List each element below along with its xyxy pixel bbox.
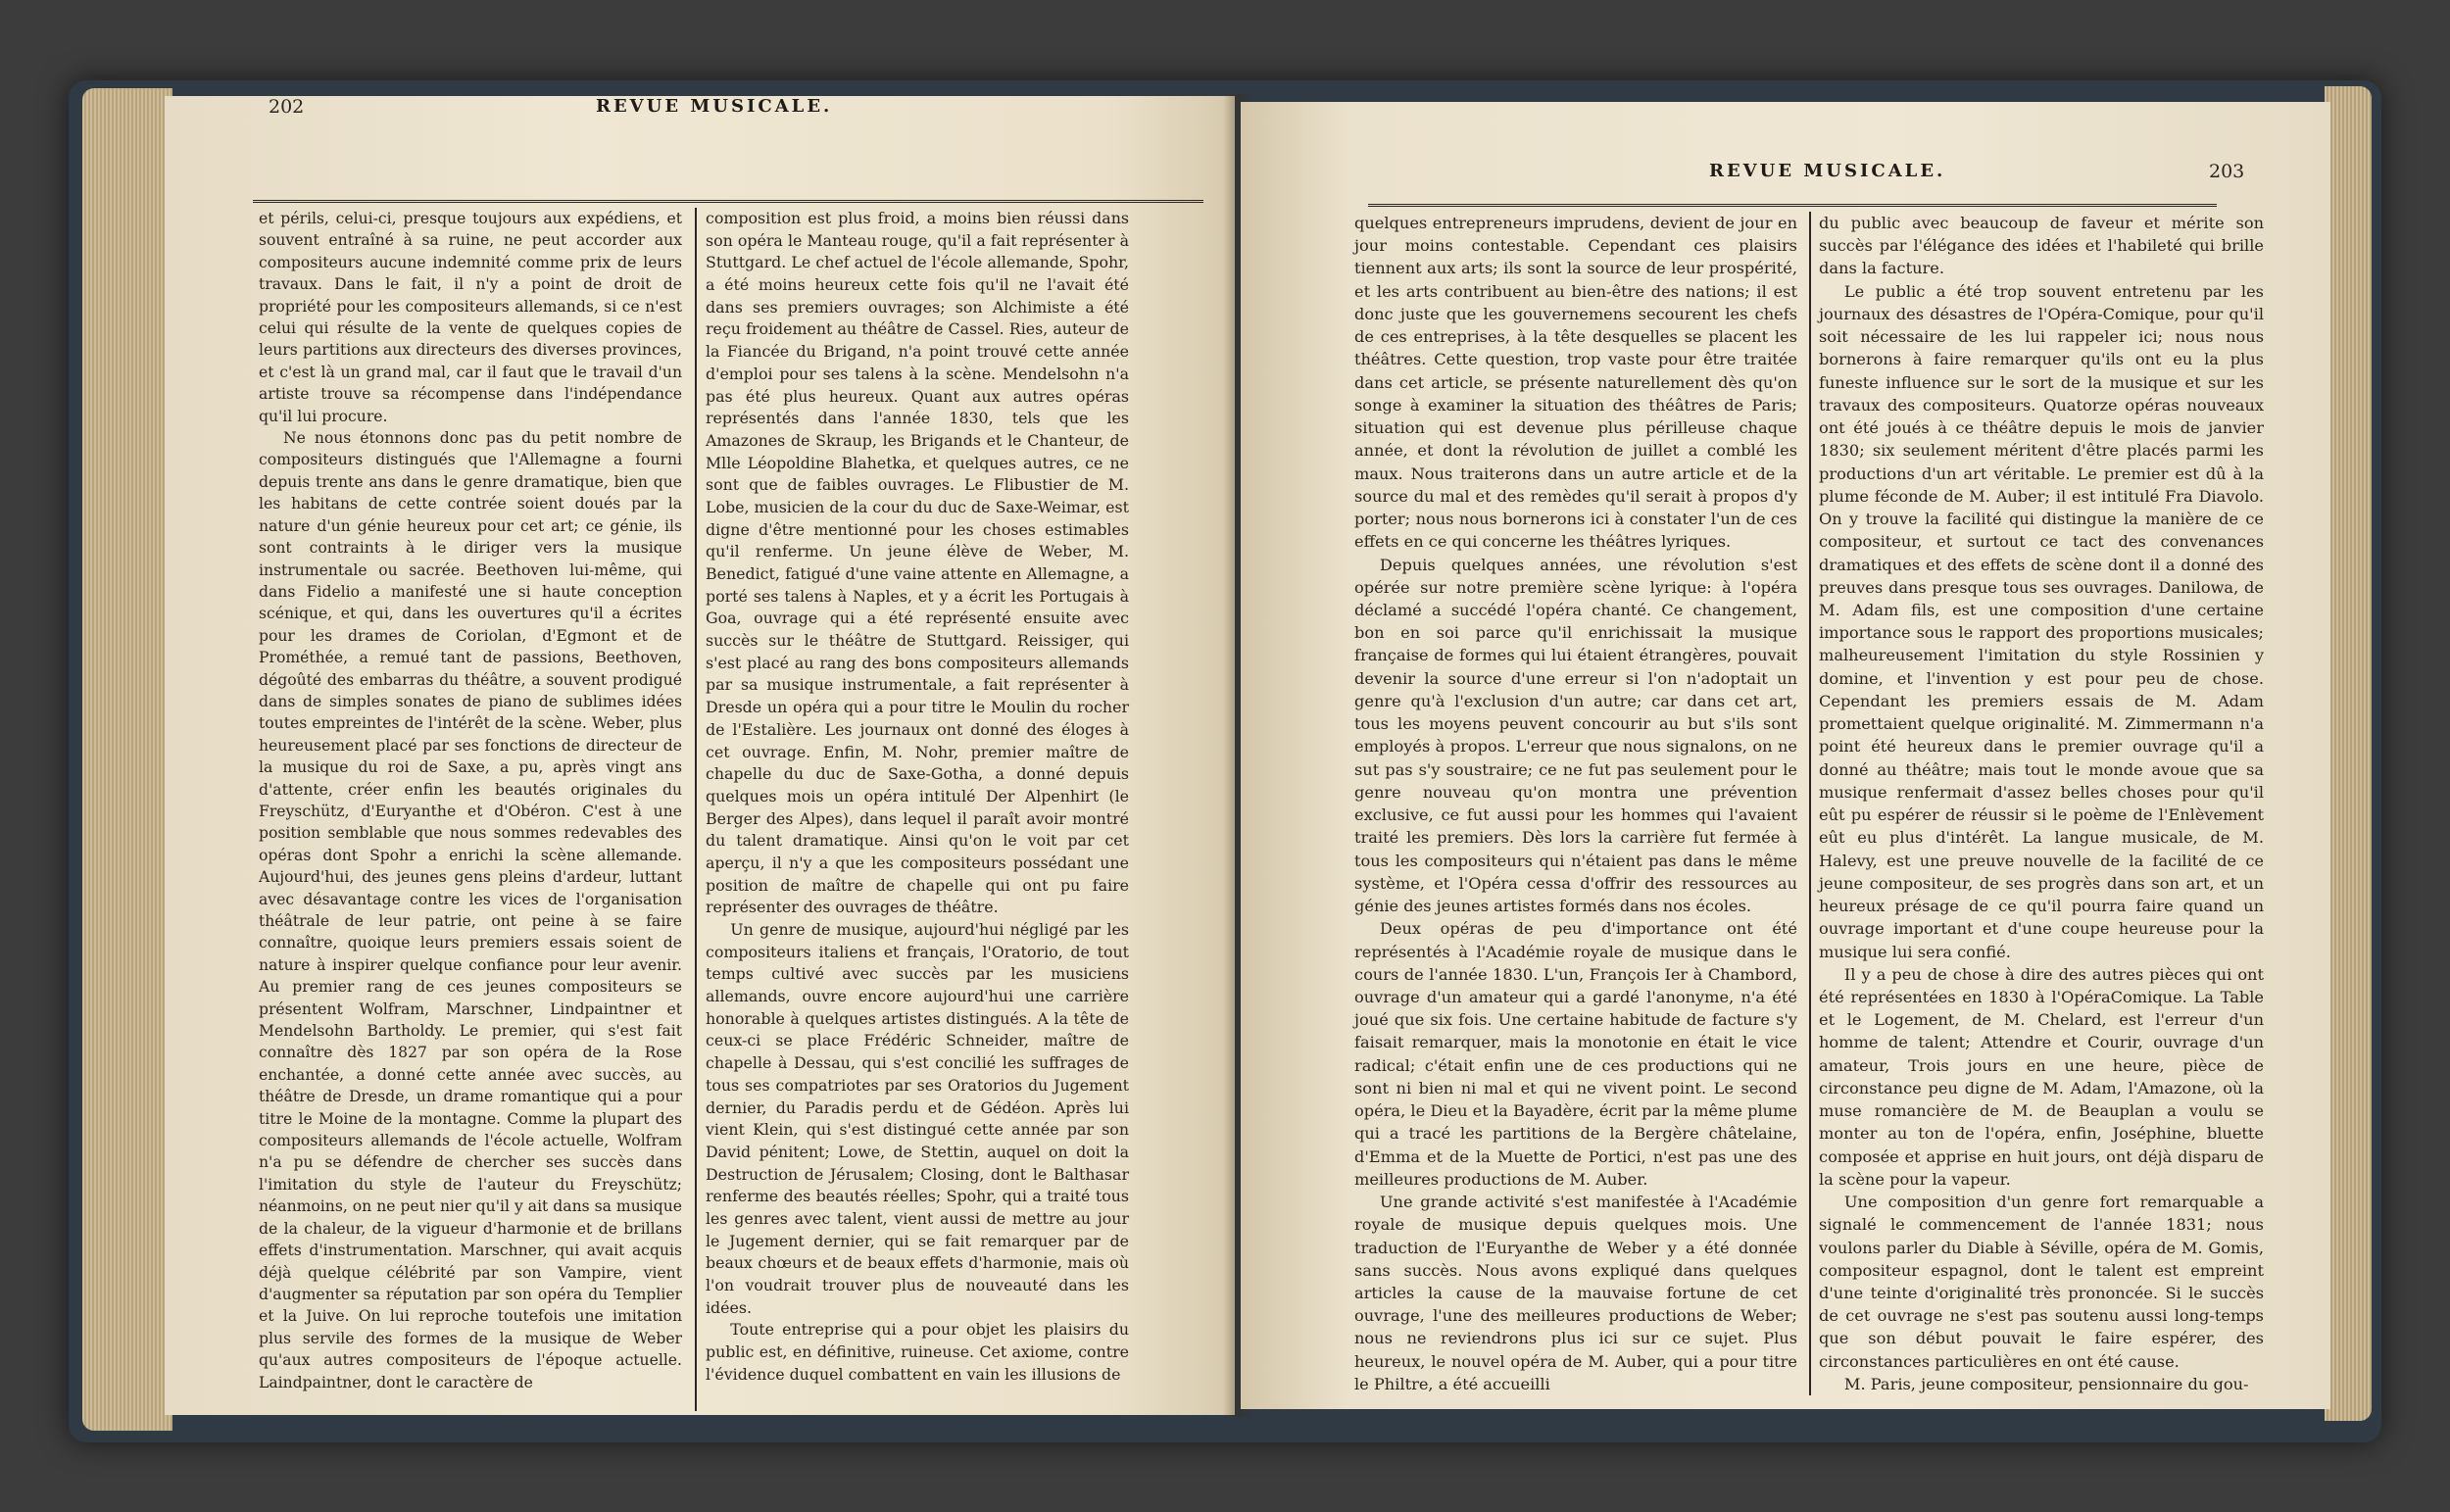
column-rule	[1809, 212, 1811, 1395]
column-rule	[695, 208, 697, 1411]
page-number: 203	[2209, 161, 2245, 182]
text-column-1	[259, 208, 682, 1393]
header-rule	[253, 200, 1203, 203]
paragraph: Il y a peu de chose à dire des autres pièces qui ont été représentées en 1830 à l'OpéraComique. La Table et le Logement, de M. Chelard, est l'erreur d'un homme de talent; Attendre et Courir, ouvrage d'un amateur, Trois jours en une heure, pièce de circonstance peu digne de M. Adam, l'Amazone, où la muse romancière de M. de Beauplan a voulu se monter au ton de l'opéra, enfin, Joséphine, bluette composée et apprise en huit jours, ont déjà disparu de la scène pour la vapeur.	[1819, 964, 2264, 1189]
left-page	[165, 96, 1235, 1415]
paragraph: Deux opéras de peu d'importance ont été représentés à l'Académie royale de musique dans le cours de l'année 1830. L'un, François Ier à Chambord, ouvrage d'un amateur qui a gardé l'anonyme, n'a été joué que six fois. Une certaine habitude de facture s'y faisait remarquer, mais la monotonie en était le vice radical; c'était enfin une de ces productions qui ne sont ni bien ni mal et qui ne vivent point. Le second opéra, le Dieu et la Bayadère, écrit par la même plume qui a tracé les partitions de la Bergère châtelaine, d'Emma et de la Muette de Portici, n'est pas une des meilleures productions de M. Auber.	[1354, 919, 1797, 1189]
page-edges-left	[82, 88, 172, 1431]
paragraph: du public avec beaucoup de faveur et mérite son succès par l'élégance des idées et l'habileté qui brille dans la facture.	[1819, 214, 2264, 278]
page-number: 202	[269, 96, 305, 118]
page-edges-right	[2325, 86, 2372, 1421]
paragraph: Le public a été trop souvent entretenu par les journaux des désastres de l'Opéra-Comique, pour qu'il soit nécessaire de les lui rappeler ici; nous nous bornerons à faire remarquer qu'ils ont eu la plus funeste influence sur le sort de la musique et sur les travaux des compositeurs. Quatorze opéras nouveaux ont été joués à ce théâtre depuis le mois de janvier 1830; six seulement méritent d'être placés parmi les productions d'un art véritable. Le premier est dû à la plume féconde de M. Auber; il est intitulé Fra Diavolo. On y trouve la facilité qui distingue la manière de ce compositeur, et surtout ce tact des convenances dramatiques et des effets de scène dont il a donné des preuves dans presque tous ses ouvrages. Danilowa, de M. Adam fils, est une composition d'une certaine importance sous le rapport des proportions musicales; malheureusement l'imitation du style Rossinien y domine, et l'invention y est pour peu de chose. Cependant les premiers essais de M. Adam promettaient quelque originalité. M. Zimmermann n'a point été heureux dans le premier ouvrage qu'il a donné au théâtre; mais tout le monde avoue que sa musique renfermait d'assez belles choses pour qu'il eût pu espérer de réussir si le poème de l'Enlèvement eût eu plus d'intérêt. La langue musicale, de M. Halevy, est une preuve nouvelle de la facilité de ce jeune compositeur, de ses progrès dans son art, et un heureux présage de ce qu'il pourra faire quand un ouvrage important et d'une coupe heureuse pour la musique lui sera confié.	[1819, 281, 2264, 961]
paragraph: Depuis quelques années, une révolution s'est opérée sur notre première scène lyrique: à l'opéra déclamé a succédé l'opéra chanté. Ce changement, bon en soi parce qu'il enrichissait la musique française de formes qui lui étaient étrangères, pouvait devenir la source d'une erreur si l'on n'adoptait un genre qu'à l'exclusion d'un autre; car dans cet art, tous les moyens peuvent concourir au but s'ils sont employés à propos. L'erreur que nous signalons, on ne sut pas s'y soustraire; ce ne fut pas seulement pour le genre nouveau qu'on montra une prévention exclusive, ce fut aussi pour les hommes qui l'avaient traité les premiers. Dès lors la carrière fut fermée à tous les compositeurs qui n'étaient pas dans le même système, et l'Opéra cessa d'offrir des ressources au génie des jeunes artistes formés dans nos écoles.	[1354, 555, 1797, 916]
paragraph: quelques entrepreneurs imprudens, devient de jour en jour moins contestable. Cependant ces plaisirs tiennent aux arts; ils sont la source de leur prospérité, et les arts contribuent au bien-être des nations; il est donc juste que les gouvernemens secourent les chefs de ces entreprises, à la tête desquelles se placent les théâtres. Cette question, trop vaste pour être traitée dans cet article, se présente naturellement dès qu'on songe à examiner la situation des théâtres de Paris; situation qui est devenue plus périlleuse chaque année, et dont la révolution de juillet a comblé les maux. Nous traiterons dans un autre article et de la source du mal et des remèdes qu'il serait à propos d'y porter; nous nous bornerons ici à constater l'un de ces effets en ce qui concerne les théâtres lyriques.	[1354, 214, 1797, 552]
paragraph: Une composition d'un genre fort remarquable a signalé le commencement de l'année 1831; nous voulons parler du Diable à Séville, opéra de M. Gomis, compositeur espagnol, dont le talent est empreint d'une teinte d'originalité très prononcée. Si le succès de cet ouvrage ne s'est pas soutenu aussi long-temps que son début pouvait le faire espérer, des circonstances particulières en ont été cause.	[1819, 1193, 2264, 1371]
running-head: REVUE MUSICALE.	[1709, 161, 1946, 181]
paragraph: M. Paris, jeune compositeur, pensionnaire du gou-	[1843, 1374, 2249, 1393]
paragraph: et périls, celui-ci, presque toujours aux expédiens, et souvent entraîné à sa ruine, ne peut accorder aux compositeurs aucune indemnité comme prix de leurs travaux. Dans le fait, il n'y a point de droit de propriété pour les compositeurs allemands, si ce n'est celui qui résulte de la vente de quelques copies de leurs partitions aux directeurs des diverses provinces, et c'est là un grand mal, car il faut que le travail d'un artiste trouve sa récompense dans l'indépendance qu'il lui procure.	[259, 210, 682, 425]
text-column-2	[706, 208, 1129, 1386]
paragraph: Toute entreprise qui a pour objet les plaisirs du public est, en définitive, ruineuse. Cet axiome, contre l'évidence duquel combattent en vain les illusions de	[706, 1320, 1129, 1384]
paragraph: Une grande activité s'est manifestée à l'Académie royale de musique depuis quelques mois. Une traduction de l'Euryanthe de Weber y a été donnée sans succès. Nous avons expliqué dans quelques articles la cause de la mauvaise fortune de cet ouvrage, l'une des meilleures productions de Weber; nous ne reviendrons plus ici sur ce sujet. Plus heureux, le nouvel opéra de M. Auber, qui a pour titre le Philtre, a été accueilli	[1354, 1193, 1797, 1393]
paragraph: Un genre de musique, aujourd'hui négligé par les compositeurs italiens et français, l'Oratorio, de tout temps cultivé avec succès par les musiciens allemands, ouvre encore aujourd'hui une carrière honorable à quelques artistes distingués. A la tête de ceux-ci se place Frédéric Schneider, maître de chapelle à Dessau, qui s'est concilié les suffrages de tous ses compatriotes par ses Oratorios du Jugement dernier, du Paradis perdu et de Gédéon. Après lui vient Klein, qui s'est distingué cette année par son David pénitent; Lowe, de Stettin, auquel on doit la Destruction de Jérusalem; Closing, dont le Balthasar renferme des beautés réelles; Spohr, qui a traité tous les genres avec talent, vient aussi de mettre au jour le Jugement dernier, qui se fait remarquer par de beaux chœurs et de beaux effets d'harmonie, mais où l'on voudrait trouver plus de nouveauté dans les idées.	[706, 920, 1129, 1317]
paragraph: composition est plus froid, a moins bien réussi dans son opéra le Manteau rouge, qu'il a fait représenter à Stuttgard. Le chef actuel de l'école allemande, Spohr, a été moins heureux cette fois qu'il ne l'avait été dans ses premiers ouvrages; son Alchimiste a été reçu froidement au théâtre de Cassel. Ries, auteur de la Fiancée du Brigand, n'a point trouvé cette année d'emploi pour ses talens à la scène. Mendelsohn n'a pas été plus heureux. Quant aux autres opéras représentés dans l'année 1830, tels que les Amazones de Skraup, les Brigands et le Chanteur, de Mlle Léopoldine Blahetka, et quelques autres, ce ne sont que de faibles ouvrages. Le Flibustier de M. Lobe, musicien de la cour du duc de Saxe-Weimar, est digne d'être mentionné pour les choses estimables qu'il renferme. Un jeune élève de Weber, M. Benedict, fatigué d'une vaine attente en Allemagne, a porté ses talens à Naples, et y a écrit les Portugais à Goa, ouvrage qui a été représenté ensuite avec succès sur le théâtre de Stuttgard. Reissiger, qui s'est placé au rang des bons compositeurs allemands par sa musique instrumentale, a fait représenter à Dresde un opéra qui a pour titre le Moulin du rocher de l'Estalière. Les journaux ont donné des éloges à cet ouvrage. Enfin, M. Nohr, premier maître de chapelle du duc de Saxe-Gotha, a donné depuis quelques mois un opéra intitulé Der Alpenhirt (le Berger des Alpes), dans lequel il paraît avoir montré du talent dramatique. Ainsi qu'on le voit par cet aperçu, il n'y a que les compositeurs possédant une position de maître de chapelle qui ont pu faire représenter des ouvrages de théâtre.	[706, 209, 1129, 917]
header-rule	[1368, 204, 2217, 207]
paragraph: Ne nous étonnons donc pas du petit nombre de compositeurs distingués que l'Allemagne a fourni depuis trente ans dans le genre dramatique, bien que les habitans de cette contrée soient doués par la nature d'un génie heureux pour cet art; ce génie, ils sont contraints à le diriger vers la musique instrumentale ou sacrée. Beethoven lui-même, qui dans Fidelio a manifesté une si haute conception scénique, et qui, dans les ouvertures qu'il a écrites pour les drames de Coriolan, d'Egmont et de Prométhée, a remué tant de passions, Beethoven, dégoûté des embarras du théâtre, a souvent prodigué dans de simples sonates de piano de sublimes idées toutes empreintes de l'intérêt de la scène. Weber, plus heureusement placé par ses fonctions de directeur de la musique du roi de Saxe, a pu, après vingt ans d'attente, créer enfin les beautés originales du Freyschütz, d'Euryanthe et d'Obéron. C'est à une position semblable que nous sommes redevables des opéras dont Spohr a enrichi la scène allemande. Aujourd'hui, des jeunes gens pleins d'ardeur, luttant avec désavantage contre les vices de l'organisation théâtrale de leur patrie, ont peine à se faire connaître, quoique leurs premiers essais soient de nature à inspirer quelque confiance pour leur avenir. Au premier rang de ces jeunes compositeurs se présentent Wolfram, Marschner, Lindpaintner et Mendelsohn Bartholdy. Le premier, qui s'est fait connaître dès 1827 par son opéra de la Rose enchantée, a donné cette année avec succès, au théâtre de Dresde, un drame romantique qui a pour titre le Moine de la montagne. Comme la plupart des compositeurs allemands de l'école actuelle, Wolfram n'a pu se défendre de chercher ses succès dans l'imitation du style de l'auteur du Freyschütz; néanmoins, on ne peut nier qu'il y ait dans sa musique de la chaleur, de la vigueur d'harmonie et de brillans effets d'instrumentation. Marschner, qui avait acquis déjà quelque célébrité par son Vampire, vient d'augmenter sa réputation par son opéra du Templier et la Juive. On lui reproche toutefois une imitation plus servile des formes de la musique de Weber qu'aux autres compositeurs de l'époque actuelle. Laindpaintner, dont le caractère de	[259, 429, 682, 1391]
text-column-2	[1819, 212, 2264, 1395]
right-page	[1241, 102, 2330, 1409]
text-column-1	[1354, 212, 1797, 1395]
running-head: REVUE MUSICALE.	[596, 96, 833, 117]
